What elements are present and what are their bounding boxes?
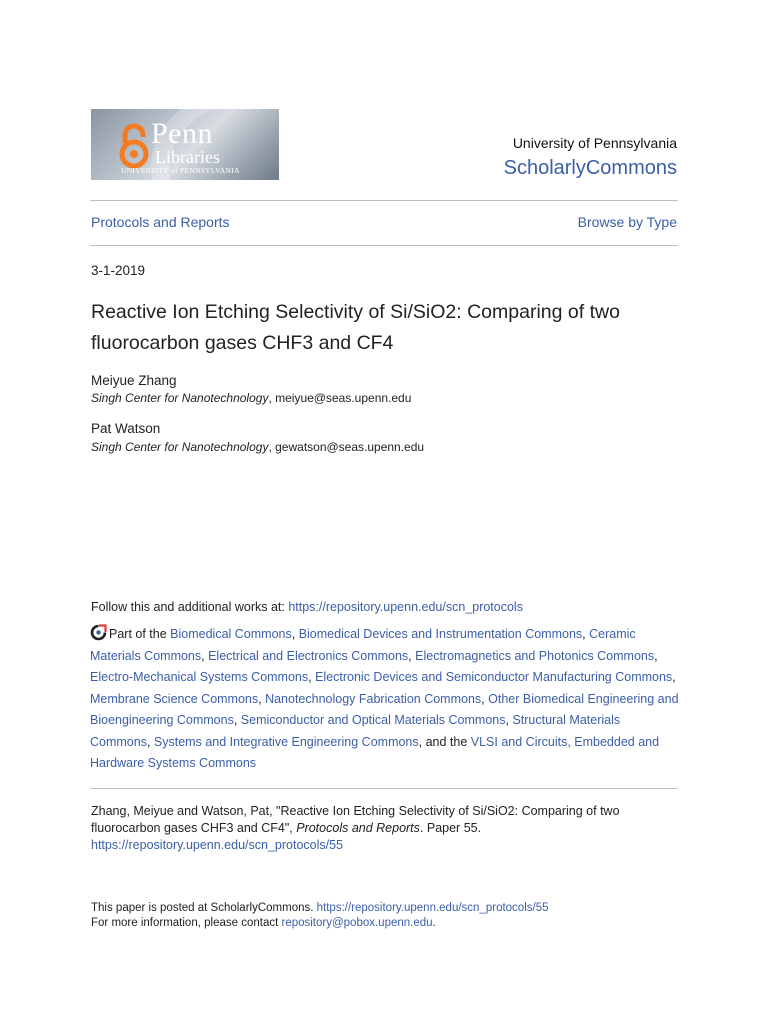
commons-separator: , <box>308 670 316 684</box>
commons-link[interactable]: Systems and Integrative Engineering Commons <box>153 734 419 749</box>
publication-date: 3-1-2019 <box>91 263 146 278</box>
affiliation-institution: Singh Center for Nanotechnology <box>91 391 269 405</box>
commons-separator: , <box>233 713 241 727</box>
header-divider <box>90 200 678 201</box>
paper-title-line-1: Reactive Ion Etching Selectivity of Si/SiO2: Comparing of two <box>91 301 620 323</box>
scholarlycommons-link[interactable]: ScholarlyCommons <box>503 157 677 179</box>
commons-separator: , <box>582 627 590 641</box>
commons-separator: , <box>672 670 676 684</box>
commons-link[interactable]: Other Biomedical Engineering and Bioengineering Commons <box>90 691 679 727</box>
commons-separator: , <box>146 734 154 749</box>
citation-paper: . Paper 55. <box>419 821 482 835</box>
collection-url-link[interactable]: https://repository.upenn.edu/scn_protocols <box>288 600 523 614</box>
citation-url-link[interactable]: https://repository.upenn.edu/scn_protocols/55 <box>91 838 344 852</box>
citation-text: Zhang, Meiyue and Watson, Pat, "Reactive Ion Etching Selectivity of Si/SiO2: Comparing of two fluorocarbon gases CHF3 and CF4", <box>91 804 620 835</box>
affiliation-institution: Singh Center for Nanotechnology <box>91 440 269 454</box>
contact-text: For more information, please contact <box>91 917 282 929</box>
commons-separator: , and the <box>418 734 471 749</box>
protocols-and-reports-link[interactable]: Protocols and Reports <box>91 214 230 230</box>
logo-penn-text: Penn <box>151 117 213 150</box>
citation-divider <box>90 788 678 789</box>
open-access-lock-icon <box>119 123 149 169</box>
bepress-network-icon <box>90 624 107 641</box>
part-of-commons <box>90 624 682 775</box>
institution-name: University of Pennsylvania <box>512 135 677 151</box>
commons-list <box>90 627 679 770</box>
posted-notice <box>91 901 549 931</box>
paper-title <box>91 297 671 359</box>
nav-divider <box>90 245 678 246</box>
commons-link[interactable]: Ceramic Materials Commons <box>90 627 636 663</box>
commons-link[interactable]: Structural Materials Commons <box>90 713 621 749</box>
author-name: Meiyue Zhang <box>91 373 177 388</box>
browse-by-type-link[interactable]: Browse by Type <box>577 214 677 230</box>
part-of-prefix: Part of the <box>109 627 171 641</box>
commons-link[interactable]: Membrane Science Commons <box>90 691 259 706</box>
follow-line <box>91 600 523 614</box>
commons-link[interactable]: Nanotechnology Fabrication Commons <box>265 691 482 706</box>
commons-link[interactable]: Electrical and Electronics Commons <box>208 648 409 663</box>
author-affiliation: Singh Center for Nanotechnology, meiyue@seas.upenn.edu <box>91 391 412 405</box>
posted-text: This paper is posted at ScholarlyCommons. <box>91 902 317 914</box>
commons-link[interactable]: Electromagnetics and Photonics Commons <box>415 648 655 663</box>
contact-end: . <box>432 917 436 929</box>
commons-separator: , <box>201 648 209 663</box>
commons-link[interactable]: VLSI and Circuits, Embedded and Hardware Systems Commons <box>90 734 660 770</box>
recommended-citation <box>91 803 651 854</box>
commons-separator: , <box>408 648 416 663</box>
commons-link[interactable]: Electronic Devices and Semiconductor Manufacturing Commons <box>315 670 673 684</box>
commons-link[interactable]: Semiconductor and Optical Materials Commons <box>240 713 506 727</box>
logo-university-text: UNIVERSITY of PENNSYLVANIA <box>121 166 240 175</box>
penn-libraries-logo[interactable] <box>91 109 279 180</box>
commons-separator: , <box>291 627 299 641</box>
commons-link[interactable]: Biomedical Commons <box>170 627 292 641</box>
commons-separator: , <box>505 713 513 727</box>
follow-text: Follow this and additional works at: <box>91 600 289 614</box>
commons-separator: , <box>481 691 489 706</box>
author-email: gewatson@seas.upenn.edu <box>275 440 425 454</box>
commons-link[interactable]: Biomedical Devices and Instrumentation Commons <box>298 627 583 641</box>
paper-title-line-2: fluorocarbon gases CHF3 and CF4 <box>91 332 394 354</box>
commons-separator: , <box>258 691 266 706</box>
author-affiliation: Singh Center for Nanotechnology, gewatson@seas.upenn.edu <box>91 440 425 454</box>
logo-libraries-text: Libraries <box>155 147 220 167</box>
contact-email-link[interactable]: repository@pobox.upenn.edu <box>281 917 433 929</box>
author-name: Pat Watson <box>91 421 161 436</box>
commons-separator: , <box>654 648 658 663</box>
citation-series: Protocols and Reports <box>296 821 420 835</box>
commons-link[interactable]: Electro-Mechanical Systems Commons <box>90 670 309 684</box>
author-email: meiyue@seas.upenn.edu <box>275 391 412 405</box>
posted-url-link[interactable]: https://repository.upenn.edu/scn_protocols/55 <box>316 902 549 914</box>
